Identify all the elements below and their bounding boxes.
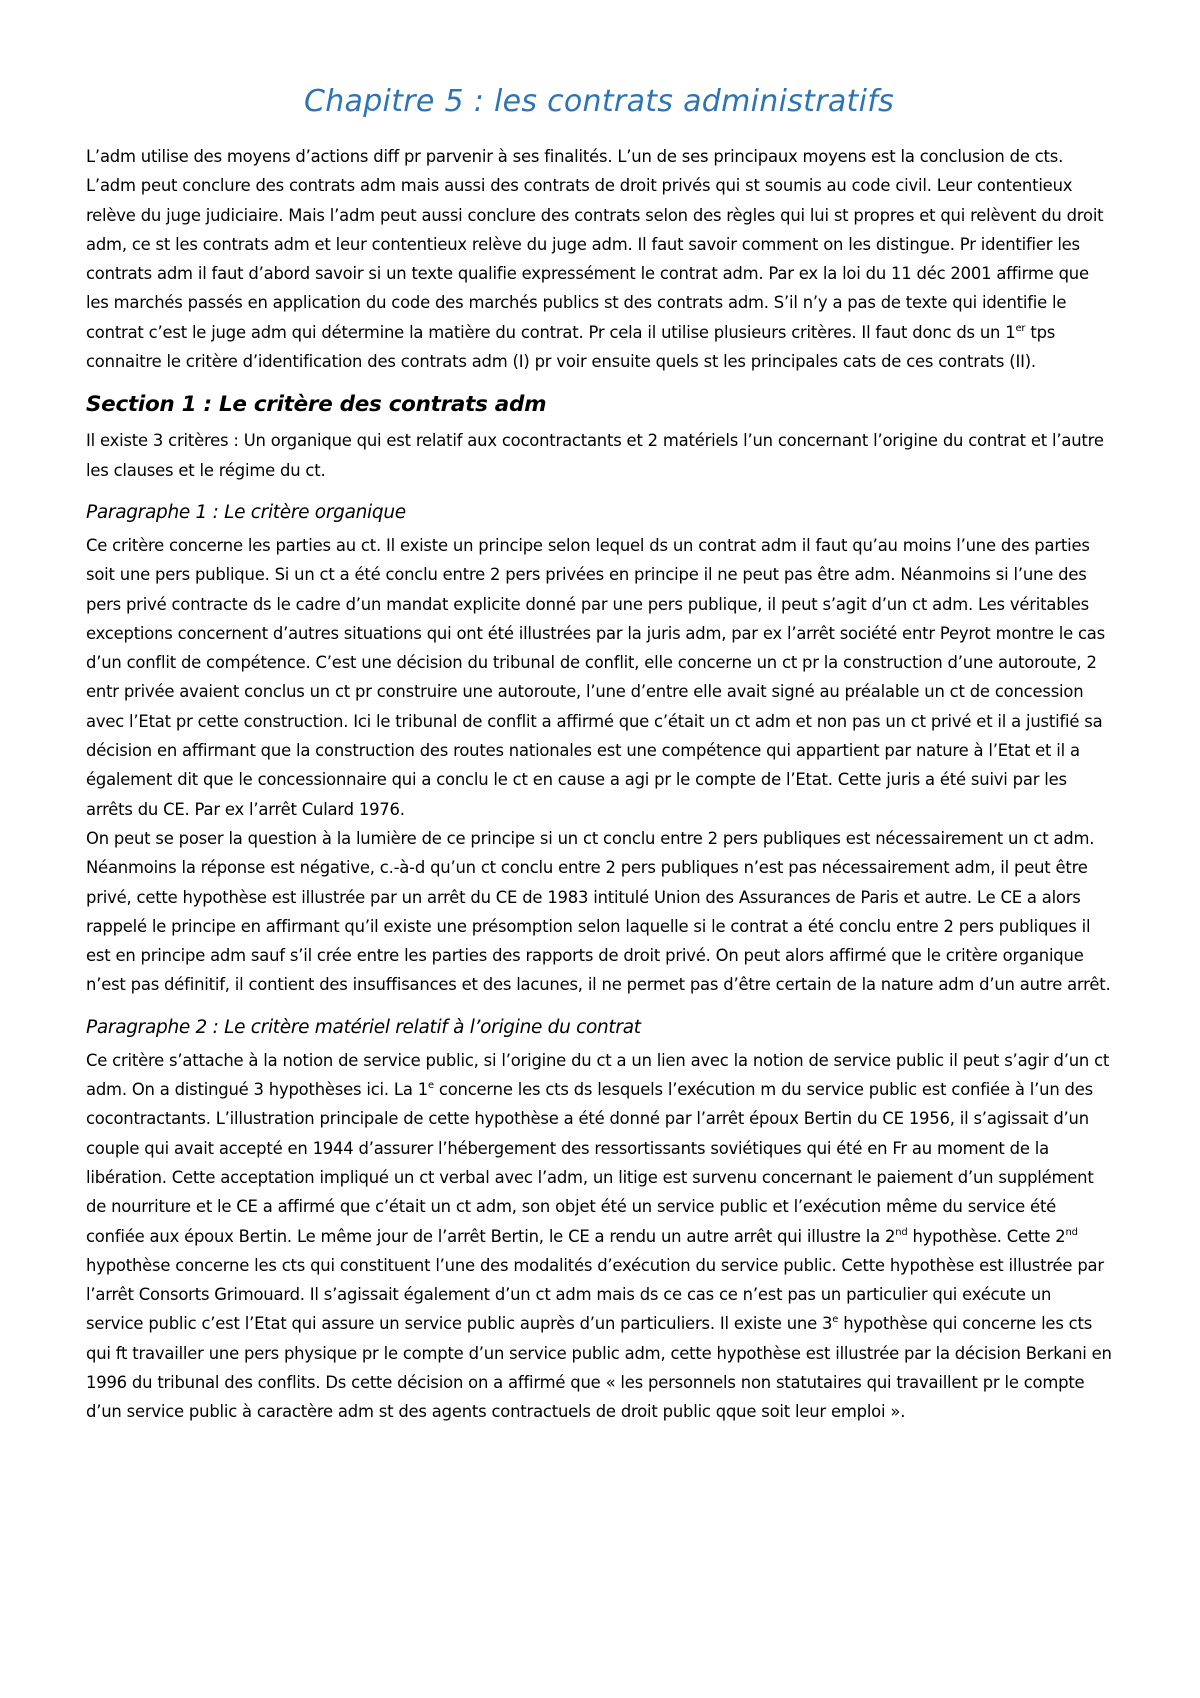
paragraph-1-heading: Paragraphe 1 : Le critère organique — [86, 501, 406, 523]
intro-text-2: tps connaitre le critère d’identification des contrats adm (I) pr voir ensuite quels st les principales cats de ces contrats (II). — [86, 322, 1056, 372]
section-1-heading: Section 1 : Le critère des contrats adm — [86, 392, 547, 418]
paragraph-1-text-1: Ce critère concerne les parties au ct. Il existe un principe selon lequel ds un contrat adm il faut qu’au moins l’une des parties soit une pers publique. Si un ct a été conclu entre 2 pers privées en principe il ne peut pas être adm. Néanmoins si l’une des pers privé contracte ds le cadre d’un mandat explicite donné par une pers publique, il peut s’agit d’un ct adm. Les véritables exceptions concernent d’autres situations qui ont été illustrées par la juris adm, par ex l’arrêt société entr Peyrot montre le cas d’un conflit de compétence. C’est une décision du tribunal de conflit, elle concerne un ct pr la construction d’une autoroute, 2 entr privée avaient conclus un ct pr construire une autoroute, l’une d’entre elle avait signé au préalable un ct de concession avec l’Etat pr cette construction. Ici le tribunal de conflit a affirmé que c’était un ct adm et non pas un ct privé et il a justifié sa décision en affirmant que la construction des routes nationales est une compétence qui appartient par nature à l’Etat et il a également dit que le concessionnaire qui a conclu le ct en cause a agi pr le compte de l’Etat. Cette juris a été suivi par les arrêts du CE. Par ex l’arrêt Culard 1976. — [86, 535, 1105, 819]
p2-text-2: concerne les cts ds lesquels l’exécution m du service public est confiée à l’un des cocontractants. L’illustration principale de cette hypothèse a été donné par l’arrêt époux Bertin du CE 1956, il s’agissait d’un couple qui avait accepté en 1944 d’assurer l’hébergement des ressortissants soviétiques qui été en Fr au moment de la libération. Cette acceptation impliqué un ct verbal avec l’adm, un litige est survenu concernant le paiement d’un supplément de nourriture et le CE a affirmé que c’était un ct adm, son objet été un service public et l’exécution même du service été confiée aux époux Bertin. Le même jour de l’arrêt Bertin, le CE a rendu un autre arrêt qui illustre la 2 — [86, 1080, 1094, 1246]
p2-sup-1: e — [427, 1080, 434, 1092]
p2-sup-4: e — [832, 1314, 839, 1326]
p2-sup-3: nd — [1065, 1226, 1078, 1238]
paragraph-1-text-2: On peut se poser la question à la lumière de ce principe si un ct conclu entre 2 pers publiques est nécessairement un ct adm. Néanmoins la réponse est négative, c.-à-d qu’un ct conclu entre 2 pers publiques n’est pas nécessairement adm, il peut être privé, cette hypothèse est illustrée par un arrêt du CE de 1983 intitulé Union des Assurances de Paris et autre. Le CE a alors rappelé le principe en affirmant qu’il existe une présomption selon laquelle si le contrat a été conclu entre 2 pers publiques il est en principe adm sauf s’il crée entre les parties des rapports de droit privé. On peut alors affirmé que le critère organique n’est pas définitif, il contient des insuffisances et des lacunes, il ne permet pas d’être certain de la nature adm d’un autre arrêt. — [86, 828, 1111, 995]
p2-text-1: Ce critère s’attache à la notion de service public, si l’origine du ct a un lien avec la notion de service public il peut s’agir d’un ct adm. On a distingué 3 hypothèses ici. La 1 — [86, 1050, 1110, 1100]
chapter-title: Chapitre 5 : les contrats administratifs — [303, 84, 895, 119]
paragraph-2-heading: Paragraphe 2 : Le critère matériel relatif à l’origine du contrat — [86, 1016, 641, 1038]
p2-text-5: hypothèse qui concerne les cts qui ft travailler une pers physique pr le compte d’un service public adm, cette hypothèse est illustrée par la décision Berkani en 1996 du tribunal des conflits. Ds cette décision on a affirmé que « les personnels non statutaires qui travaillent pr le compte d’un service public à caractère adm st des agents contractuels de droit public qque soit leur emploi ». — [86, 1314, 1112, 1422]
p2-sup-2: nd — [895, 1226, 908, 1238]
p2-text-4: hypothèse concerne les cts qui constituent l’une des modalités d’exécution du service public. Cette hypothèse est illustrée par l’arrêt Consorts Grimouard. Il s’agissait également d’un ct adm mais ds ce cas ce n’est pas un particulier qui exécute un service public c’est l’Etat qui assure un service public auprès d’un particuliers. Il existe une 3 — [86, 1255, 1104, 1334]
intro-superscript: er — [1015, 322, 1026, 334]
intro-text-1: L’adm utilise des moyens d’actions diff pr parvenir à ses finalités. L’un de ses principaux moyens est la conclusion de cts. L’adm peut conclure des contrats adm mais aussi des contrats de droit privés qui st soumis au code civil. Leur contentieux relève du juge judiciaire. Mais l’adm peut aussi conclure des contrats selon des règles qui lui st propres et qui relèvent du droit adm, ce st les contrats adm et leur contentieux relève du juge adm. Il faut savoir comment on les distingue. Pr identifier les contrats adm il faut d’abord savoir si un texte qualifie expressément le contrat adm. Par ex la loi du 11 déc 2001 affirme que les marchés passés en application du code des marchés publics st des contrats adm. S’il n’y a pas de texte qui identifie le contrat c’est le juge adm qui détermine la matière du contrat. Pr cela il utilise plusieurs critères. Il faut donc ds un 1 — [86, 147, 1104, 342]
p2-text-3: hypothèse. Cette 2 — [907, 1226, 1066, 1246]
section-1-intro: Il existe 3 critères : Un organique qui est relatif aux cocontractants et 2 matériels l’un concernant l’origine du contrat et l’autre les clauses et le régime du ct. — [86, 431, 1104, 480]
intro-paragraph — [86, 142, 1112, 376]
paragraph-2-text — [86, 1046, 1112, 1427]
